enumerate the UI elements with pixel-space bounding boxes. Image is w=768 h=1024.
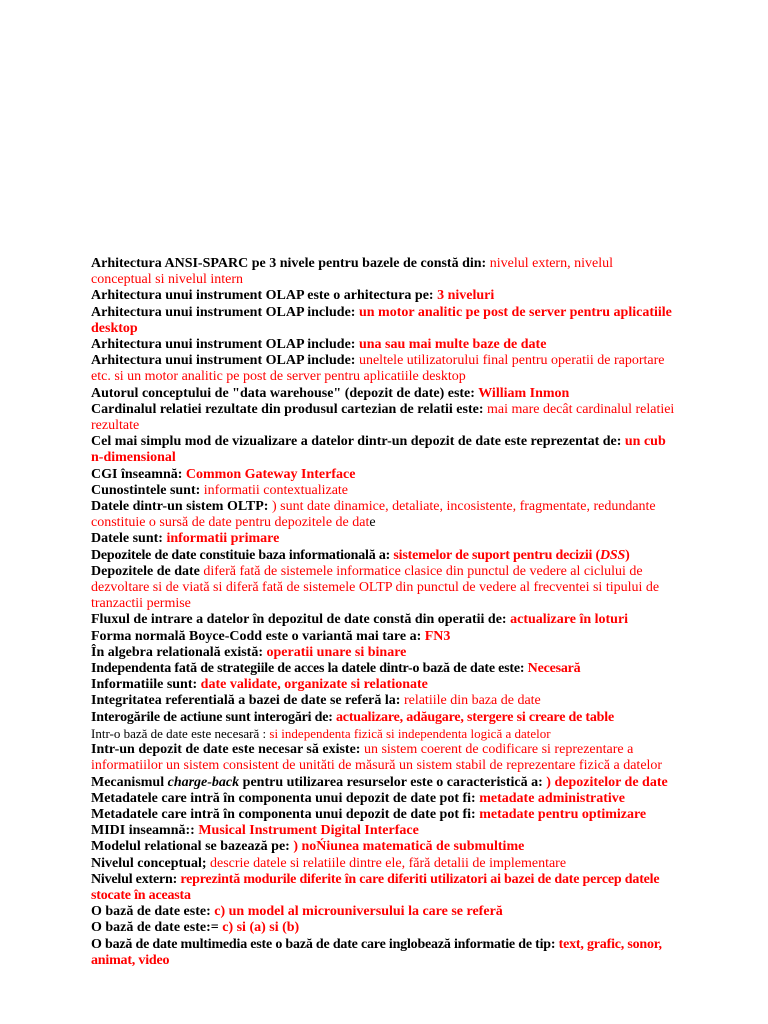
answer: uneltele utilizatorului final pentru operatii de raportare etc. si un motor analitic pe post de server pentru aplicatiile desktop <box>91 353 665 385</box>
question: Autorul conceptului de "data warehouse" (depozit de date) este: <box>91 385 479 401</box>
answer: un cub n-dimensional <box>91 434 666 466</box>
answer: un sistem coerent de codificare si reprezentare a informatiilor un sistem consistent de unităti de măsură un sistem stabil de reprezentare fizică a datelor <box>91 742 663 774</box>
entry-charge-back <box>91 775 677 791</box>
entry-midi <box>91 823 677 839</box>
answer-tail: e <box>369 515 376 531</box>
answer: Common Gateway Interface <box>185 466 356 482</box>
answer: Necesară <box>527 661 581 677</box>
entry-algebra <box>91 645 677 661</box>
question: Arhitectura unui instrument OLAP include: <box>91 337 359 353</box>
question: Intr-un depozit de date este necesar să existe: <box>91 742 364 758</box>
entry-baza-model <box>91 904 677 920</box>
question: Metadatele care intră în componenta unui depozit de date pot fi: <box>91 806 480 822</box>
entry-datele <box>91 531 677 547</box>
answer: mai mare decât cardinalul relatiei rezultate <box>91 401 675 434</box>
answer: relatiile din baza de date <box>403 693 541 709</box>
answer: diferă fată de sistemele informatice clasice din punctul de vedere al ciclului de dezvoltare si de viată si diferă fată de sistemele OLTP din punctul de vedere al frecventei si tipului de tranzactii permise <box>91 563 660 612</box>
entry-baza-abc <box>91 920 677 936</box>
question-italic: charge-back <box>167 774 240 790</box>
entry-independenta-fizica <box>91 726 677 742</box>
answer: un motor analitic pe post de server pentru aplicatiile desktop <box>91 304 672 336</box>
question: Cel mai simplu mod de vizualizare a datelor dintr-un depozit de date este reprezentat de: <box>91 434 625 450</box>
question-end: pentru utilizarea resurselor este o caracteristică a: <box>239 774 547 790</box>
answer: FN3 <box>424 628 451 644</box>
answer: actualizare, adăugare, stergere si creare de table <box>336 709 614 725</box>
answer: metadate pentru optimizare <box>479 806 647 822</box>
entry-olap-niveluri <box>91 288 677 304</box>
entry-olap-motor <box>91 305 677 337</box>
entry-multimedia <box>91 937 677 969</box>
answer: operatii unare si binare <box>266 644 407 660</box>
entry-interogari <box>91 710 677 726</box>
answer: metadate administrative <box>479 790 626 806</box>
entry-informatii <box>91 677 677 693</box>
question: Cunostintele sunt: <box>91 482 204 498</box>
entry-model-relational <box>91 839 677 855</box>
question: Arhitectura unui instrument OLAP este o arhitectura pe: <box>91 288 438 304</box>
question: O bază de date multimedia este o bază de date care inglobează informatie de tip: <box>91 936 559 952</box>
entry-metadate-admin <box>91 791 677 807</box>
answer: William Inmon <box>478 385 570 401</box>
answer: informatii primare <box>166 531 280 547</box>
question: Depozitele de date constituie baza informatională a: <box>91 547 394 563</box>
answer: reprezintă modurile diferite în care diferiti utilizatori ai bazei de date percep datele stocate în aceasta <box>91 871 660 903</box>
entry-data-warehouse-author <box>91 386 677 402</box>
entry-vizualizare <box>91 434 677 466</box>
entry-depozite-baza <box>91 548 677 564</box>
answer: text, grafic, sonor, animat, video <box>91 936 662 968</box>
question: Integritatea referentială a bazei de date se referă la: <box>91 693 404 709</box>
answer-end: ) <box>625 547 630 563</box>
question: Intr-o bază de date este necesară : <box>91 725 270 741</box>
question: Arhitectura unui instrument OLAP include: <box>91 304 359 320</box>
question: Arhitectura unui instrument OLAP include: <box>91 353 359 369</box>
entry-olap-baze <box>91 337 677 353</box>
answer: ) noŃiunea matematică de submultime <box>293 839 525 855</box>
entry-depozite-diferente <box>91 564 677 613</box>
question: Nivelul conceptual; <box>91 855 210 871</box>
answer: sistemelor de suport pentru decizii ( <box>393 547 601 563</box>
answer-italic: DSS <box>600 547 626 563</box>
entry-codificare <box>91 742 677 774</box>
question: Modelul relational se bazează pe: <box>91 839 294 855</box>
answer: c) si (a) si (b) <box>222 920 300 936</box>
question: În algebra relatională există: <box>91 644 267 660</box>
answer: ) sunt date dinamice, detaliate, incosistente, fragmentate, redundante constituie o sursă de date pentru depozitele de dat <box>91 499 656 531</box>
entry-nivel-conceptual <box>91 856 677 872</box>
answer: una sau mai multe baze de date <box>358 337 547 353</box>
question: Metadatele care intră în componenta unui depozit de date pot fi: <box>91 790 480 806</box>
question: Forma normală Boyce-Codd este o variantă mai tare a: <box>91 628 425 644</box>
question: Informatiile sunt: <box>91 677 201 693</box>
answer: nivelul extern, nivelul conceptual si nivelul intern <box>91 256 613 288</box>
question: O bază de date este:= <box>91 920 223 936</box>
question: CGI înseamnă: <box>91 466 186 482</box>
question: Arhitectura ANSI-SPARC pe 3 nivele pentru bazele de constă din: <box>91 256 490 271</box>
question: MIDI inseamnă:: <box>91 823 199 839</box>
question: Mecanismul <box>91 774 168 790</box>
question: O bază de date este: <box>91 904 215 920</box>
answer: descrie datele si relatiile dintre ele, fără detalii de implementare <box>210 855 567 871</box>
entry-integritate <box>91 693 677 709</box>
entry-independenta <box>91 661 677 677</box>
entry-bcnf <box>91 629 677 645</box>
entry-nivel-extern <box>91 872 677 904</box>
document-body <box>91 256 677 969</box>
entry-cgi <box>91 467 677 483</box>
entry-olap-unelte <box>91 353 677 385</box>
entry-ansi-sparc <box>91 256 677 288</box>
entry-flux <box>91 612 677 628</box>
answer: c) un model al microuniversului la care se referă <box>214 904 503 920</box>
entry-cunostinte <box>91 483 677 499</box>
answer: 3 niveluri <box>437 288 495 304</box>
question: Fluxul de intrare a datelor în depozitul de date constă din operatii de: <box>91 612 511 628</box>
answer: Musical Instrument Digital Interface <box>198 823 419 839</box>
answer: date validate, organizate si relationate <box>200 677 428 693</box>
question: Datele dintr-un sistem OLTP: <box>91 499 272 515</box>
question: Nivelul extern: <box>91 871 181 887</box>
answer: actualizare în loturi <box>510 612 629 628</box>
question: Independenta fată de strategiile de acces la datele dintr-o bază de date este: <box>91 661 528 677</box>
question: Cardinalul relatiei rezultate din produsul cartezian de relatii este: <box>91 401 487 417</box>
question: Interogările de actiune sunt interogări de: <box>91 709 336 725</box>
answer: informatii contextualizate <box>203 482 349 498</box>
answer: si independenta fizică si independenta logică a datelor <box>269 725 551 741</box>
entry-oltp <box>91 499 677 531</box>
answer: ) depozitelor de date <box>546 774 668 790</box>
question: Depozitele de date <box>91 563 204 579</box>
entry-cardinal <box>91 402 677 434</box>
question: Datele sunt: <box>91 531 167 547</box>
entry-metadate-opt <box>91 807 677 823</box>
